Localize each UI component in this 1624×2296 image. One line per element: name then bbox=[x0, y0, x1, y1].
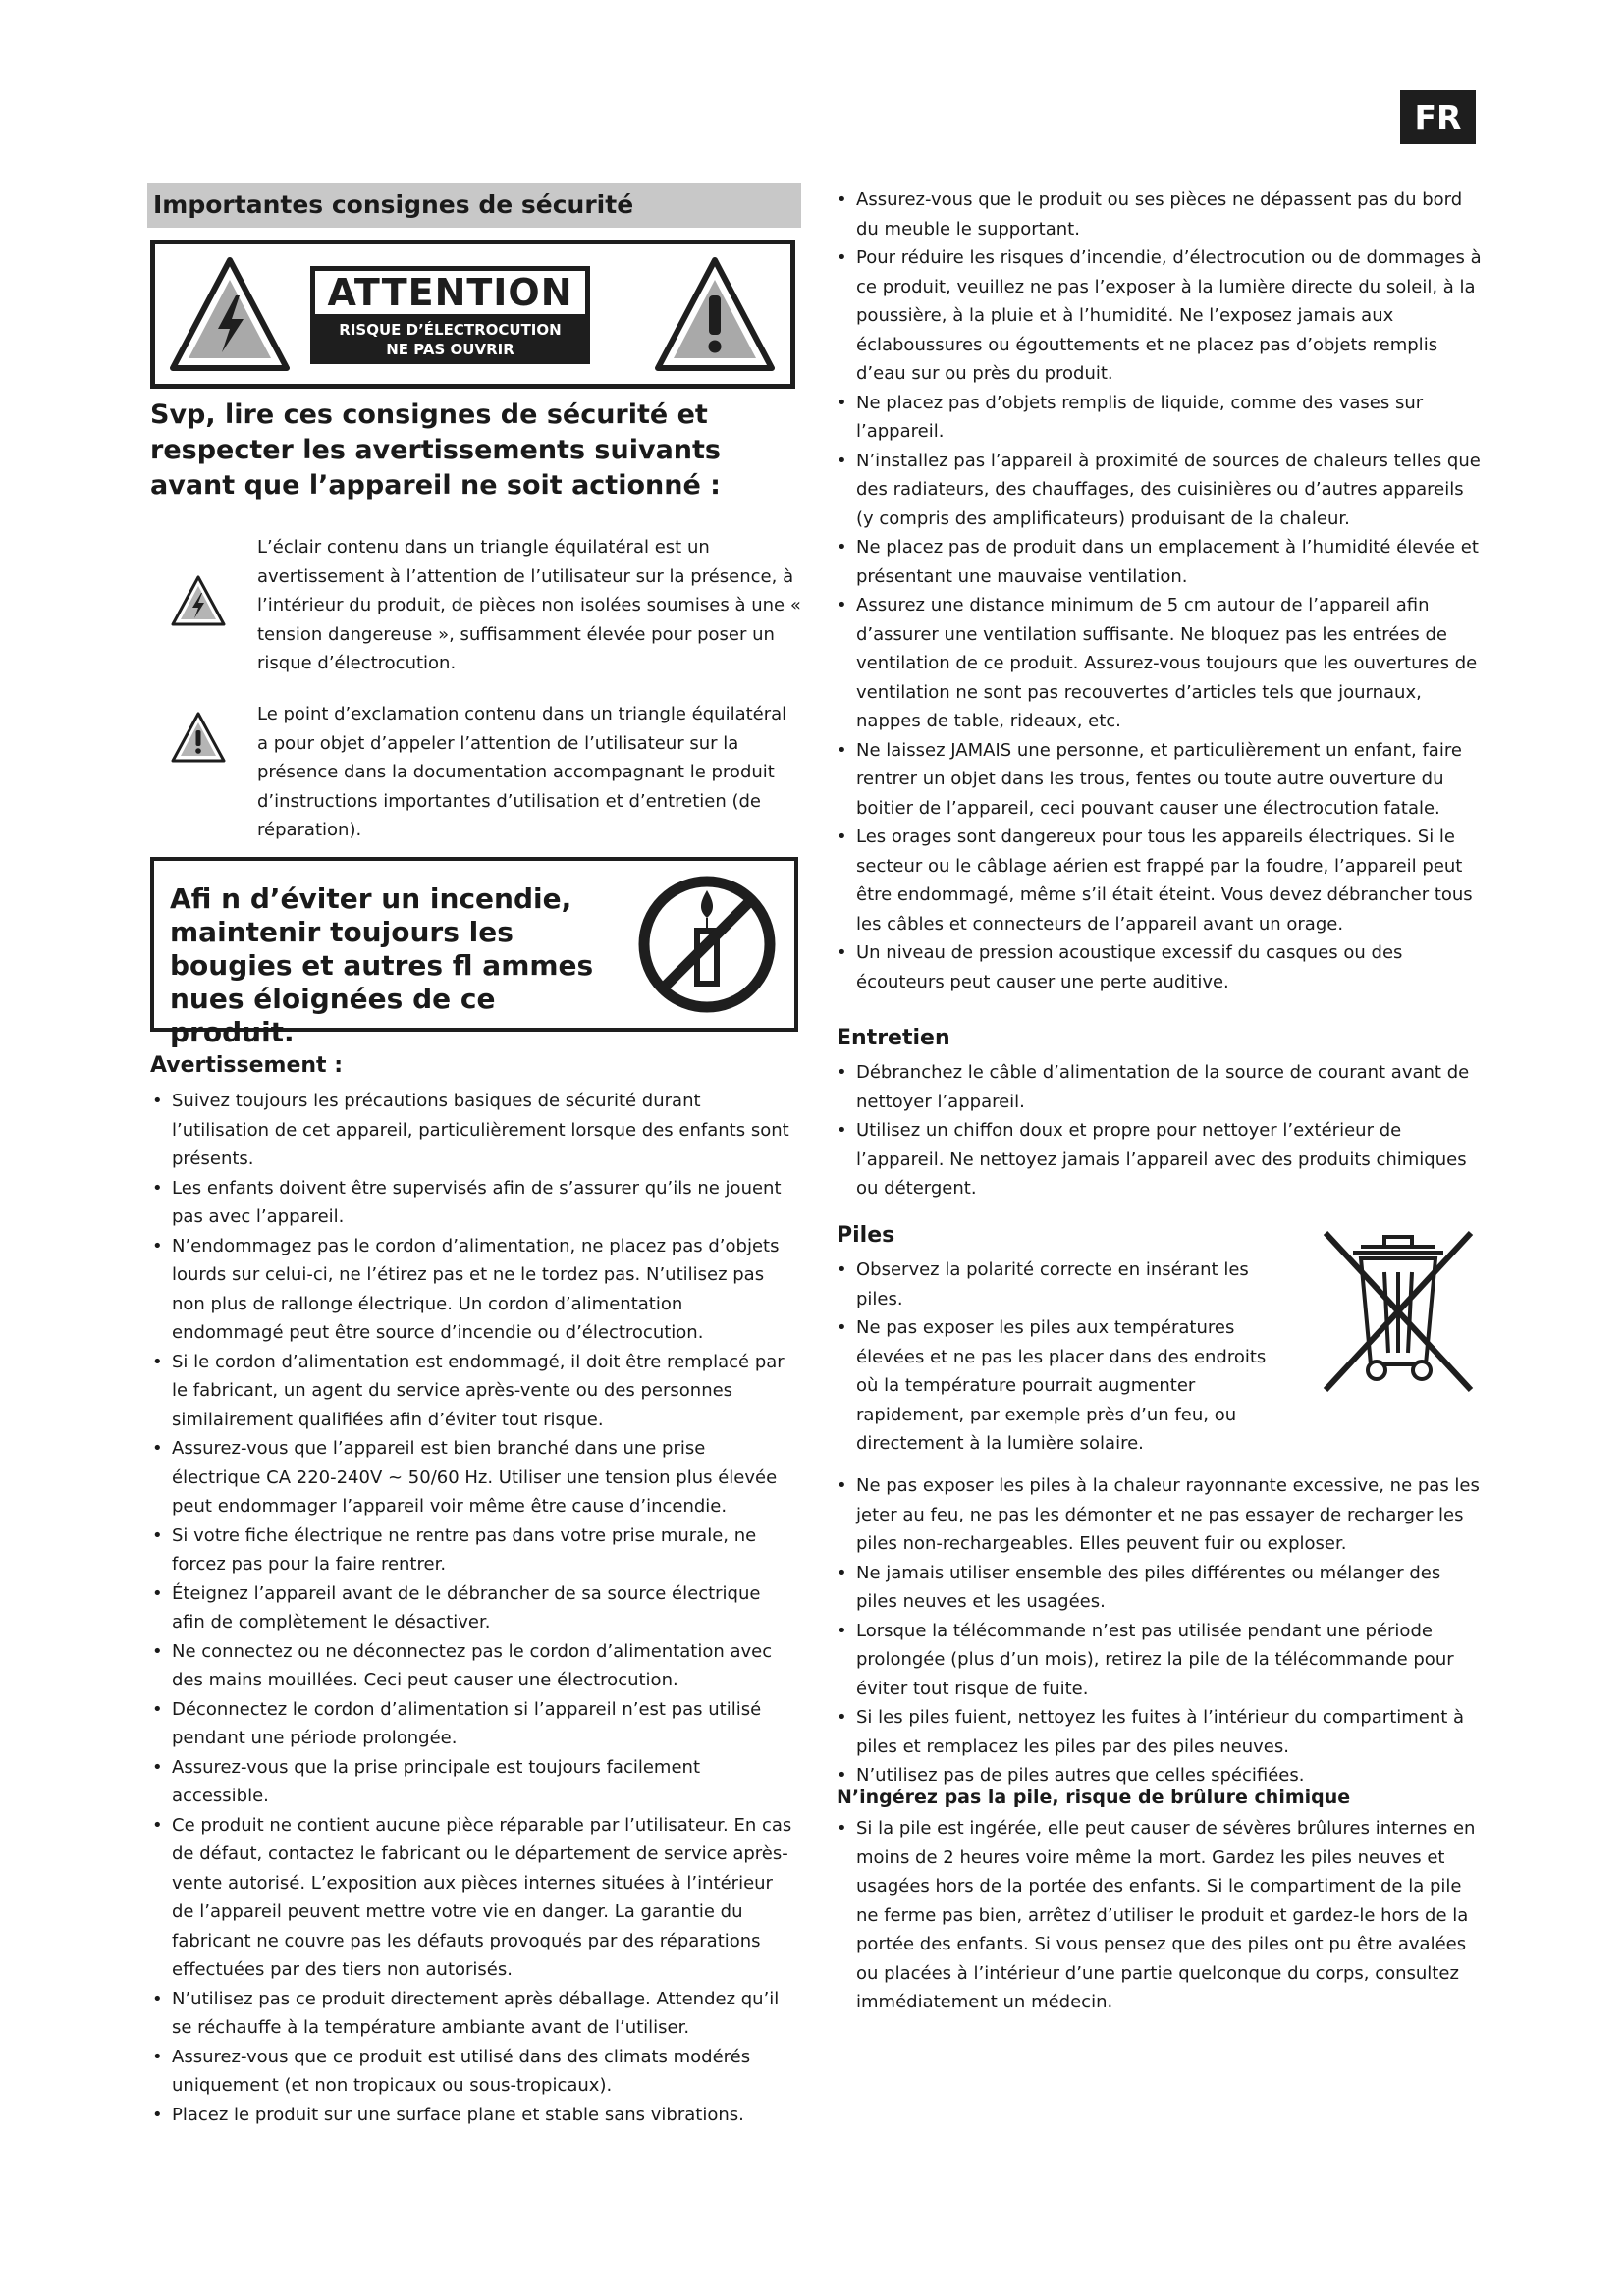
list-item: • Ne jamais utiliser ensemble des piles différentes ou mélanger des piles neuves et les usagées. bbox=[835, 1559, 1483, 1617]
crossed-bin-icon bbox=[1316, 1225, 1481, 1398]
list-item: • Ne pas exposer les piles à la chaleur rayonnante excessive, ne pas les jeter au feu, ne pas les démonter et ne pas essayer de recharger les piles non-rechargeables. Elles peuvent fuir ou exploser. bbox=[835, 1471, 1483, 1559]
list-item: • Suivez toujours les précautions basiques de sécurité durant l’utilisation de cet appareil, particulièrement lorsque des enfants sont présents. bbox=[150, 1087, 798, 1174]
lightning-warning-icon bbox=[169, 254, 292, 374]
list-item: • N’installez pas l’appareil à proximité de sources de chaleurs telles que des radiateurs, des chauffages, des cuisinières ou d’autres appareils (y compris des amplificateurs) produisant de la chaleur. bbox=[835, 447, 1483, 534]
intro-heading: Svp, lire ces consignes de sécurité et respecter les avertissements suivants avant que l’appareil ne soit actionné : bbox=[150, 400, 721, 501]
section-title: Importantes consignes de sécurité bbox=[147, 183, 801, 228]
list-item: • Un niveau de pression acoustique excessif du casques ou des écouteurs peut causer une perte auditive. bbox=[835, 938, 1483, 996]
list-item: • Utilisez un chiffon doux et propre pour nettoyer l’extérieur de l’appareil. Ne nettoyez jamais l’appareil avec des produits chimiques ou détergent. bbox=[835, 1116, 1483, 1203]
list-item: • N’utilisez pas ce produit directement après déballage. Attendez qu’il se réchauffe à la température ambiante avant de l’utiliser. bbox=[150, 1985, 798, 2043]
list-item: • Ne placez pas de produit dans un emplacement à l’humidité élevée et présentant une mauvaise ventilation. bbox=[835, 533, 1483, 591]
ingestion-heading: N’ingérez pas la pile, risque de brûlure chimique bbox=[837, 1787, 1351, 1808]
list-item: • Si le cordon d’alimentation est endommagé, il doit être remplacé par le fabricant, un agent du service après-vente ou des personnes similairement qualifiées afin d’éviter tout risque. bbox=[150, 1348, 798, 1435]
list-item: • Placez le produit sur une surface plane et stable sans vibrations. bbox=[150, 2101, 798, 2130]
attention-line-1: RISQUE D’ÉLECTROCUTION bbox=[339, 321, 562, 339]
attention-label bbox=[150, 240, 795, 389]
list-item: • Assurez une distance minimum de 5 cm autour de l’appareil afin d’assurer une ventilation suffisante. Ne bloquez pas les entrées de ventilation de ce produit. Assurez-vous toujours que les ouvertures de ventilation ne sont pas recouvertes d’articles tels que journaux, nappes de table, rideaux, etc. bbox=[835, 591, 1483, 736]
maintenance-heading: Entretien bbox=[837, 1026, 950, 1050]
exclamation-symbol-text: Le point d’exclamation contenu dans un triangle équilatéral a pour objet d’appeler l’attention de l’utilisateur sur la présence dans la documentation accompagnant le produit d’instructions importantes d’utilisation et d’entretien (de réparation). bbox=[257, 704, 787, 840]
list-item: • Les enfants doivent être supervisés afin de s’assurer qu’ils ne jouent pas avec l’appareil. bbox=[150, 1174, 798, 1232]
exclamation-warning-icon bbox=[654, 254, 777, 374]
safety-list-continued bbox=[835, 186, 1483, 996]
list-item: • Observez la polarité correcte en insérant les piles. bbox=[835, 1255, 1281, 1313]
batteries-heading: Piles bbox=[837, 1223, 895, 1248]
batteries-list-wide bbox=[835, 1471, 1483, 1790]
attention-panel bbox=[310, 266, 590, 364]
list-item: • Ne connectez ou ne déconnectez pas le cordon d’alimentation avec des mains mouillées. Ceci peut causer une électrocution. bbox=[150, 1637, 798, 1695]
fire-warning-box bbox=[150, 857, 798, 1048]
warning-heading: Avertissement : bbox=[150, 1053, 344, 1078]
batteries-list bbox=[835, 1255, 1281, 1459]
attention-word: ATTENTION bbox=[315, 271, 585, 314]
list-item: • Ce produit ne contient aucune pièce réparable par l’utilisateur. En cas de défaut, contactez le fabricant ou le département de service après-vente autorisé. L’exposition aux pièces internes situées à l’intérieur de l’appareil peuvent mettre votre vie en danger. La garantie du fabricant ne couvre pas les défauts provoqués par des réparations effectuées par des tiers non autorisés. bbox=[150, 1811, 798, 1985]
list-item: • Déconnectez le cordon d’alimentation si l’appareil n’est pas utilisé pendant une période prolongée. bbox=[150, 1695, 798, 1753]
lightning-symbol-text: L’éclair contenu dans un triangle équilatéral est un avertissement à l’attention de l’utilisateur sur la présence, à l’intérieur du produit, de pièces non isolées soumises à une « tension dangereuse », suffisamment élevée pour poser un risque d’électrocution. bbox=[257, 537, 801, 673]
no-candle-icon bbox=[635, 873, 779, 1016]
fire-warning-text: Afi n d’éviter un incendie, maintenir toujours les bougies et autres fl ammes nues éloignées de ce produit. bbox=[170, 882, 594, 1048]
list-item: • Si votre fiche électrique ne rentre pas dans votre prise murale, ne forcez pas pour la faire rentrer. bbox=[150, 1522, 798, 1579]
list-item: • Ne laissez JAMAIS une personne, et particulièrement un enfant, faire rentrer un objet dans les trous, fentes ou toute autre ouverture du boitier de l’appareil, ceci pouvant causer une électrocution fatale. bbox=[835, 736, 1483, 824]
list-item: • Débranchez le câble d’alimentation de la source de courant avant de nettoyer l’appareil. bbox=[835, 1058, 1483, 1116]
list-item: • Pour réduire les risques d’incendie, d’électrocution ou de dommages à ce produit, veuillez ne pas l’exposer à la lumière directe du soleil, à la poussière, à la pluie et à l’humidité. Ne l’exposez jamais aux éclaboussures ou égouttements et ne placez pas d’objets remplis d’eau sur ou près du produit. bbox=[835, 243, 1483, 389]
list-item: • Assurez-vous que l’appareil est bien branché dans une prise électrique CA 220-240V ~ 50/60 Hz. Utiliser une tension plus élevée peut endommager l’appareil voir même être cause d’incendie. bbox=[150, 1434, 798, 1522]
ingestion-list bbox=[835, 1814, 1483, 2017]
list-item: • Ne pas exposer les piles aux températures élevées et ne pas les placer dans des endroits où la température pourrait augmenter rapidement, par exemple près d’un feu, ou directement à la lumière solaire. bbox=[835, 1313, 1281, 1459]
list-item: • Les orages sont dangereux pour tous les appareils électriques. Si le secteur ou le câblage aérien est frappé par la foudre, l’appareil peut être endommagé, même s’il était éteint. Vous devez débrancher tous les câbles et connecteurs de l’appareil avant un orage. bbox=[835, 823, 1483, 938]
lightning-triangle-icon bbox=[170, 574, 227, 627]
maintenance-list bbox=[835, 1058, 1483, 1203]
list-item: • Assurez-vous que la prise principale est toujours facilement accessible. bbox=[150, 1753, 798, 1811]
list-item: • Assurez-vous que ce produit est utilisé dans des climats modérés uniquement (et non tropicaux ou sous-tropicaux). bbox=[150, 2043, 798, 2101]
list-item: • Éteignez l’appareil avant de le débrancher de sa source électrique afin de complètement le désactiver. bbox=[150, 1579, 798, 1637]
list-item: • N’endommagez pas le cordon d’alimentation, ne placez pas d’objets lourds sur celui-ci, ne l’étirez pas et ne le tordez pas. N’utilisez pas non plus de rallonge électrique. Un cordon d’alimentation endommagé peut être source d’incendie ou d’électrocution. bbox=[150, 1232, 798, 1348]
language-badge: FR bbox=[1400, 90, 1476, 144]
list-item: • N’utilisez pas de piles autres que celles spécifiées. bbox=[835, 1761, 1483, 1790]
warning-list bbox=[150, 1087, 798, 2129]
list-item: • Ne placez pas d’objets remplis de liquide, comme des vases sur l’appareil. bbox=[835, 389, 1483, 447]
list-item: • Si la pile est ingérée, elle peut causer de sévères brûlures internes en moins de 2 heures voire même la mort. Gardez les piles neuves et usagées hors de la portée des enfants. Si le compartiment de la pile ne ferme pas bien, arrêtez d’utiliser le produit et gardez-le hors de la portée des enfants. Si vous pensez que des piles ont pu être avalées ou placées à l’intérieur d’une partie quelconque du corps, consultez immédiatement un médecin. bbox=[835, 1814, 1483, 2017]
list-item: • Lorsque la télécommande n’est pas utilisée pendant une période prolongée (plus d’un mois), retirez la pile de la télécommande pour éviter tout risque de fuite. bbox=[835, 1617, 1483, 1704]
exclamation-triangle-icon bbox=[170, 711, 227, 764]
list-item: • Assurez-vous que le produit ou ses pièces ne dépassent pas du bord du meuble le supportant. bbox=[835, 186, 1483, 243]
list-item: • Si les piles fuient, nettoyez les fuites à l’intérieur du compartiment à piles et remplacez les piles par des piles neuves. bbox=[835, 1703, 1483, 1761]
attention-line-2: NE PAS OUVRIR bbox=[386, 341, 514, 358]
